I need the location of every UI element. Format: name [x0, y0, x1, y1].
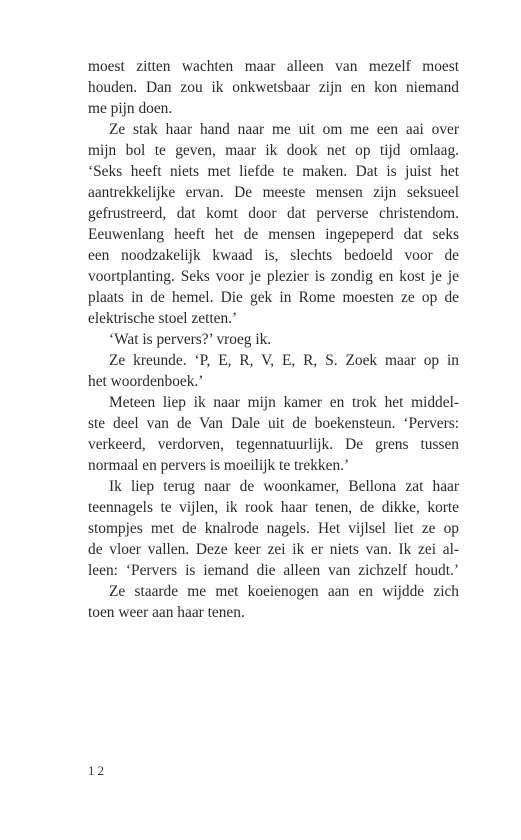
text-line: Meteen liep ik naar mijn kamer en trok het middel-	[109, 394, 459, 411]
text-line: een noodzakelijk kwaad is, slechts bedoeld voor de	[88, 247, 459, 264]
text-line: teennagels te vijlen, ik rook haar tenen, de dikke, korte	[88, 499, 459, 516]
text-line: verkeerd, verdorven, tegennatuurlijk. De grens tussen	[88, 436, 459, 453]
text-line: Ze kreunde. ‘P, E, R, V, E, R, S. Zoek maar op in	[109, 352, 459, 369]
text-line: ‘Seks heeft niets met liefde te maken. Dat is juist het	[88, 163, 459, 180]
text-line: leen: ‘Pervers is iemand die alleen van zichzelf houdt.’	[88, 562, 459, 579]
text-line: houden. Dan zou ik onkwetsbaar zijn en kon niemand	[88, 79, 459, 96]
body-text	[88, 56, 459, 623]
text-line: ‘Wat is pervers?’ vroeg ik.	[109, 331, 272, 348]
text-line: Ik liep terug naar de woonkamer, Bellona zat haar	[109, 478, 459, 495]
text-line: elektrische stoel zetten.’	[88, 310, 238, 327]
text-line: mijn bol te geven, maar ik dook net op tijd omlaag.	[88, 142, 459, 159]
text-line: Eeuwenlang heeft het de mensen ingepeperd dat seks	[88, 226, 459, 243]
text-line: moest zitten wachten maar alleen van mezelf moest	[88, 58, 459, 75]
text-line: normaal en pervers is moeilijk te trekken.’	[88, 457, 350, 474]
text-line: Ze stak haar hand naar me uit om me een aai over	[109, 121, 459, 138]
text-line: plaats in de hemel. Die gek in Rome moesten ze op de	[88, 289, 459, 306]
page-number: 12	[88, 763, 107, 778]
text-line: de vloer vallen. Deze keer zei ik er niets van. Ik zei al-	[88, 541, 459, 558]
text-line: toen weer aan haar tenen.	[88, 604, 245, 621]
text-line: voortplanting. Seks voor je plezier is zondig en kost je je	[88, 268, 459, 285]
text-line: me pijn doen.	[88, 100, 173, 117]
text-line: gefrustreerd, dat komt door dat perverse christendom.	[88, 205, 459, 222]
text-line: ste deel van de Van Dale uit de boekensteun. ‘Pervers:	[88, 415, 459, 432]
text-line: Ze staarde me met koeienogen aan en wijdde zich	[109, 583, 459, 600]
text-line: aantrekkelijke ervan. De meeste mensen zijn seksueel	[88, 184, 459, 201]
text-line: stompjes met de knalrode nagels. Het vijlsel liet ze op	[88, 520, 459, 537]
text-line: het woordenboek.’	[88, 373, 204, 390]
